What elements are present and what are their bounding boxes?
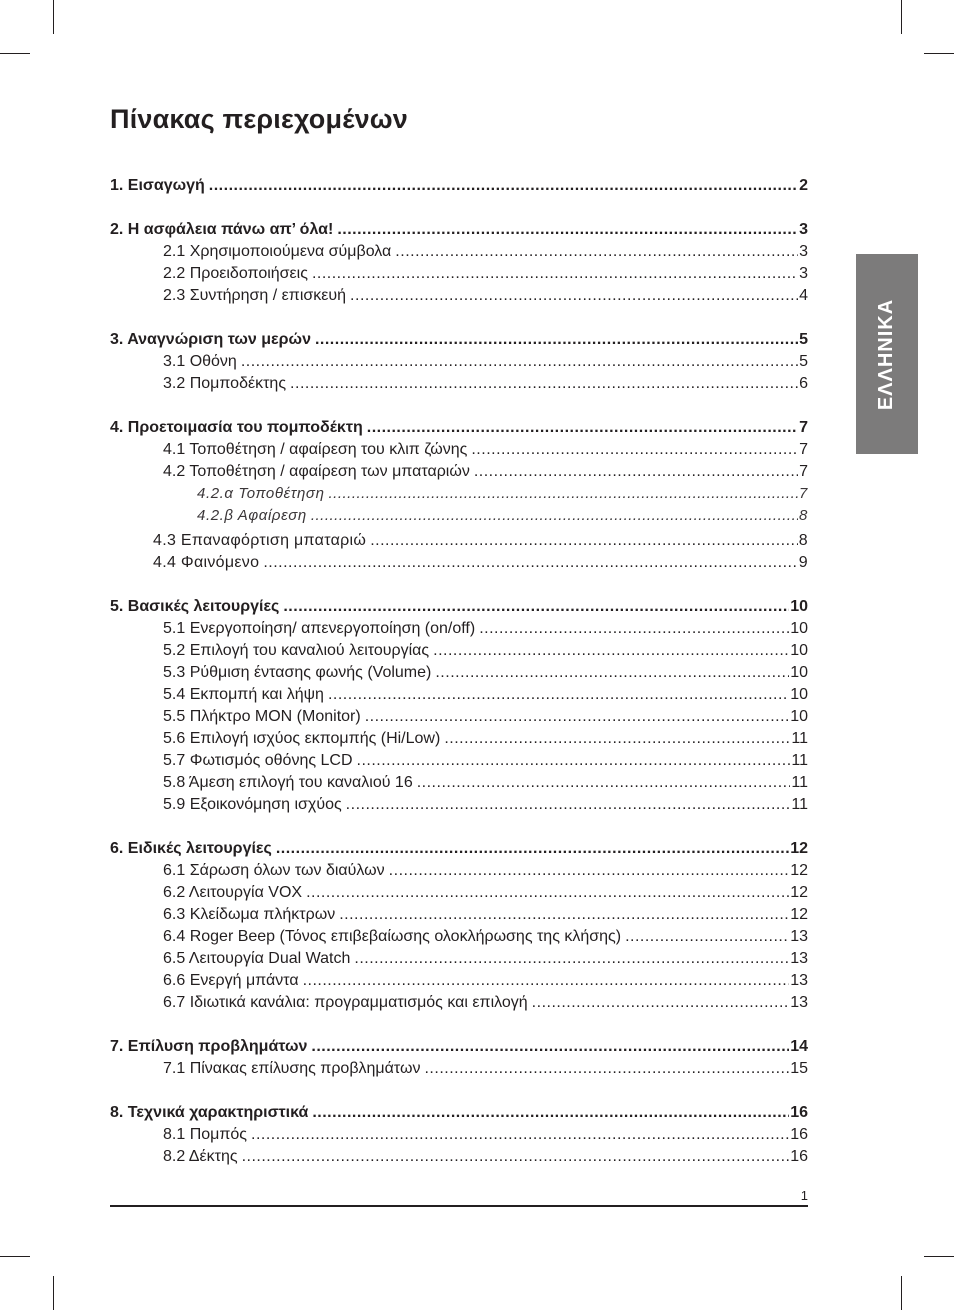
leader-dots [433,640,789,662]
toc-entry-page: 6 [799,375,808,392]
toc-entry-label: 5.1 Ενεργοποίηση/ απενεργοποίηση (on/off) [163,620,476,637]
toc-entry[interactable] [110,706,808,728]
toc-entry-page: 16 [790,1104,808,1121]
toc-entry-label: 3.2 Πομποδέκτης [163,375,287,392]
toc-entry-label: 5. Βασικές λειτουργίες [110,598,280,615]
toc-entry-page: 12 [790,862,808,879]
toc-entry[interactable] [110,530,808,552]
leader-dots [532,992,790,1014]
leader-dots [251,1124,789,1146]
toc-entry-page: 12 [790,906,808,923]
toc-entry-label: 2.1 Χρησιμοποιούμενα σύμβολα [163,243,392,260]
crop-mark [53,1276,54,1310]
leader-dots [357,750,791,772]
toc-entry-page: 10 [790,686,808,703]
toc-entry-page: 7 [799,419,808,436]
page-number: 1 [800,1188,808,1203]
leader-dots [370,530,798,552]
toc-entry[interactable] [110,1102,808,1124]
toc-entry-page: 10 [790,642,808,659]
toc-entry-label: 4.2.α Τοποθέτηση [197,485,325,502]
leader-dots [283,596,789,618]
toc-entry[interactable] [110,750,808,772]
toc-entry-label: 4.3 Επαναφόρτιση μπαταριώ [153,532,367,549]
toc-entry[interactable] [110,640,808,662]
crop-mark [924,53,954,54]
page-title: Πίνακας περιεχομένων [110,104,409,134]
crop-mark [924,1256,954,1257]
crop-mark [0,53,30,54]
toc-entry-page: 16 [790,1148,808,1165]
toc-entry-page: 10 [790,708,808,725]
crop-mark [901,1276,902,1310]
leader-dots [424,1058,789,1080]
toc-entry[interactable] [110,175,808,197]
toc-entry[interactable] [110,618,808,640]
toc-entry[interactable] [110,241,808,263]
toc-entry-page: 2 [799,177,808,194]
toc-entry[interactable] [110,794,808,816]
toc-entry[interactable] [110,219,808,241]
toc-entry-label: 6.6 Ενεργή μπάντα [163,972,299,989]
toc-entry[interactable] [110,483,808,505]
toc-entry-label: 3.1 Οθόνη [163,353,237,370]
leader-dots [209,175,798,197]
toc-entry[interactable] [110,552,808,574]
toc-entry-label: 2. Η ασφάλεια πάνω απ’ όλα! [110,221,334,238]
leader-dots [315,329,798,351]
toc-entry[interactable] [110,1146,808,1168]
toc-entry-page: 11 [791,796,808,813]
toc-entry-page: 9 [798,554,808,571]
toc-entry-page: 5 [799,353,808,370]
toc-entry-page: 11 [791,730,808,747]
footer-rule [110,1205,808,1207]
leader-dots [263,552,797,574]
toc-entry-page: 10 [790,664,808,681]
toc-entry-page: 4 [799,287,808,304]
leader-dots [242,1146,790,1168]
leader-dots [303,970,790,992]
leader-dots [354,948,789,970]
toc-entry[interactable] [110,926,808,948]
toc-entry-page: 13 [790,950,808,967]
toc-entry-page: 7 [799,441,808,458]
toc-entry-page: 11 [791,752,808,769]
toc-entry[interactable] [110,838,808,860]
toc-entry[interactable] [110,772,808,794]
toc-entry[interactable] [110,970,808,992]
toc-entry[interactable] [110,948,808,970]
language-tab [856,254,918,454]
leader-dots [479,618,789,640]
leader-dots [311,505,798,527]
toc-entry-label: 6.3 Κλείδωμα πλήκτρων [163,906,336,923]
toc-entry[interactable] [110,285,808,307]
leader-dots [290,373,798,395]
toc-entry-label: 3. Αναγνώριση των μερών [110,331,311,348]
toc-entry[interactable] [110,263,808,285]
toc-entry[interactable] [110,860,808,882]
toc-entry[interactable] [110,684,808,706]
leader-dots [306,882,789,904]
toc-entry-label: 2.2 Προειδοποιήσεις [163,265,308,282]
toc-entry-label: 6.2 Λειτουργία VOX [163,884,303,901]
toc-entry-label: 5.2 Επιλογή του καναλιού λειτουργίας [163,642,430,659]
toc-entry-label: 4.4 Φαινόμενο [153,554,260,571]
toc-entry[interactable] [110,728,808,750]
toc-entry[interactable] [110,373,808,395]
toc-entry-label: 5.3 Ρύθμιση έντασης φωνής (Volume) [163,664,432,681]
leader-dots [365,706,790,728]
toc-entry-label: 7.1 Πίνακας επίλυσης προβλημάτων [163,1060,421,1077]
crop-mark [53,0,54,34]
toc-entry-label: 8.2 Δέκτης [163,1148,238,1165]
leader-dots [276,838,789,860]
toc-entry-page: 12 [790,840,808,857]
toc-entry-page: 8 [798,532,808,549]
toc-entry-page: 7 [799,463,808,480]
toc-entry[interactable] [110,439,808,461]
toc-entry-page: 12 [790,884,808,901]
toc-entry[interactable] [110,1058,808,1080]
leader-dots [444,728,790,750]
toc-entry-page: 11 [791,774,808,791]
toc-entry[interactable] [110,351,808,373]
toc-entry-label: 4. Προετοιμασία του πομποδέκτη [110,419,363,436]
toc-entry-page: 14 [790,1038,808,1055]
toc-entry-page: 7 [799,485,808,502]
toc-entry-label: 4.1 Τοποθέτηση / αφαίρεση του κλιπ ζώνης [163,441,468,458]
leader-dots [346,794,791,816]
toc-entry[interactable] [110,1124,808,1146]
leader-dots [389,860,790,882]
toc-entry[interactable] [110,662,808,684]
toc-entry[interactable] [110,329,808,351]
toc-entry-label: 2.3 Συντήρηση / επισκευή [163,287,347,304]
toc-entry-label: 5.6 Επιλογή ισχύος εκπομπής (Hi/Low) [163,730,441,747]
toc-entry[interactable] [110,1036,808,1058]
toc-entry-label: 4.2.β Αφαίρεση [197,507,307,524]
toc-entry[interactable] [110,596,808,618]
toc-entry-page: 13 [790,928,808,945]
toc-entry-page: 13 [790,994,808,1011]
toc-entry-page: 5 [799,331,808,348]
leader-dots [474,461,798,483]
leader-dots [329,483,799,505]
leader-dots [328,684,789,706]
toc-entry-label: 7. Επίλυση προβλημάτων [110,1038,308,1055]
toc-entry-page: 16 [790,1126,808,1143]
toc-entry-page: 3 [799,221,808,238]
toc-entry[interactable] [110,882,808,904]
leader-dots [339,904,789,926]
toc-entry-page: 10 [790,598,808,615]
toc-entry-label: 4.2 Τοποθέτηση / αφαίρεση των μπαταριών [163,463,470,480]
toc-entry-page: 8 [799,507,808,524]
toc-entry-label: 6.1 Σάρωση όλων των διαύλων [163,862,385,879]
toc-entry[interactable] [110,461,808,483]
toc-entry-label: 6.4 Roger Beep (Τόνος επιβεβαίωσης ολοκλήρωσης της κλήσης) [163,928,622,945]
toc-entry-page: 3 [799,243,808,260]
leader-dots [395,241,798,263]
toc-entry-label: 5.9 Εξοικονόμηση ισχύος [163,796,342,813]
leader-dots [367,417,798,439]
leader-dots [350,285,798,307]
toc-entry-label: 5.4 Εκπομπή και λήψη [163,686,324,703]
toc-entry-page: 10 [790,620,808,637]
toc-entry-label: 8.1 Πομπός [163,1126,248,1143]
toc-entry[interactable] [110,904,808,926]
toc-entry-label: 5.7 Φωτισμός οθόνης LCD [163,752,353,769]
crop-mark [901,0,902,34]
leader-dots [311,1036,789,1058]
leader-dots [417,772,791,794]
language-tab-label: ΕΛΛΗΝΙΚΑ [875,298,898,410]
crop-mark [0,1256,30,1257]
leader-dots [337,219,798,241]
toc-entry-label: 6. Ειδικές λειτουργίες [110,840,272,857]
toc-entry-label: 6.7 Ιδιωτικά κανάλια: προγραμματισμός και επιλογή [163,994,528,1011]
toc-entry-label: 1. Εισαγωγή [110,177,205,194]
toc-entry-label: 6.5 Λειτουργία Dual Watch [163,950,351,967]
toc-entry-page: 15 [790,1060,808,1077]
toc-entry[interactable] [110,992,808,1014]
toc-entry-label: 5.8 Άμεση επιλογή του καναλιού 16 [163,774,413,791]
leader-dots [241,351,798,373]
toc-entry-label: 5.5 Πλήκτρο MON (Monitor) [163,708,361,725]
toc-entry-page: 13 [790,972,808,989]
toc-entry[interactable] [110,505,808,527]
toc-entry-label: 8. Τεχνικά χαρακτηριστικά [110,1104,309,1121]
leader-dots [435,662,789,684]
toc-entry-page: 3 [799,265,808,282]
leader-dots [471,439,798,461]
leader-dots [312,263,798,285]
leader-dots [625,926,789,948]
toc-entry[interactable] [110,417,808,439]
leader-dots [312,1102,789,1124]
